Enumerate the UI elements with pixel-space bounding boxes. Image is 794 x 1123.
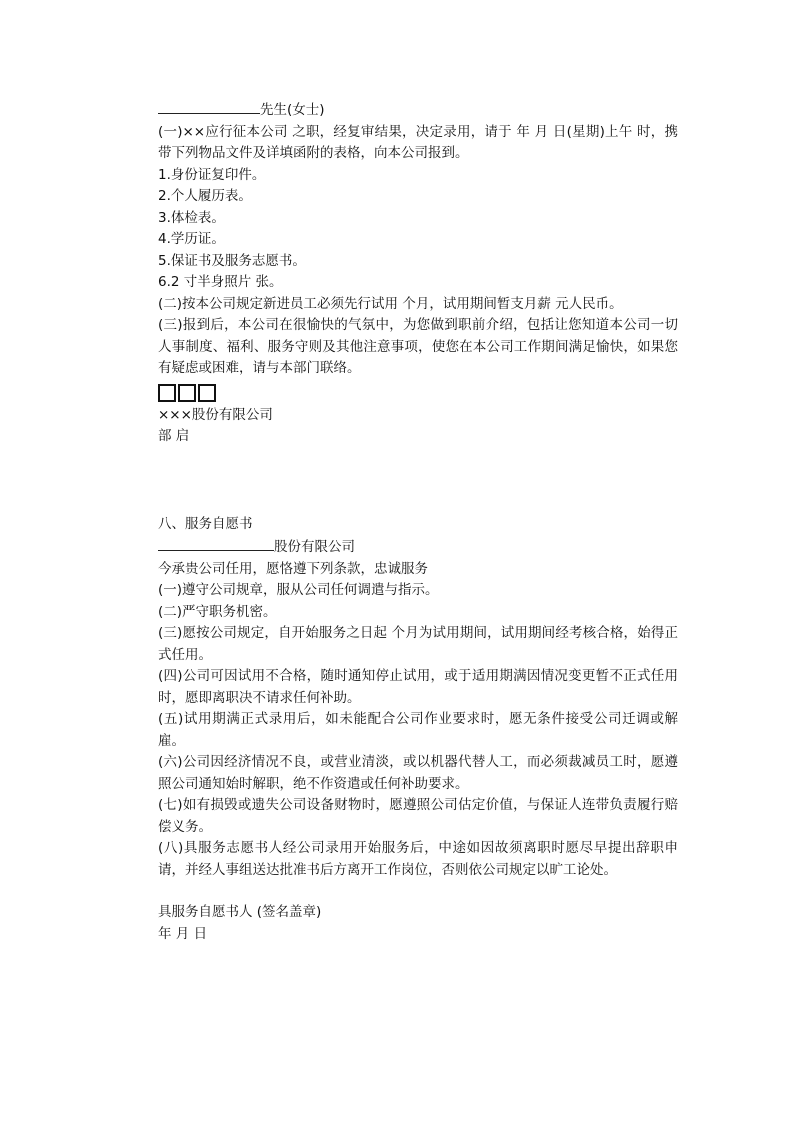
document-page	[158, 98, 678, 945]
company-name: ×××股份有限公司	[158, 406, 273, 423]
list-item: 4.学历证。	[158, 231, 225, 247]
name-blank	[158, 98, 260, 114]
empty-box-icon	[178, 384, 196, 402]
company-suffix: 股份有限公司	[274, 539, 355, 555]
salutation-line	[158, 98, 678, 122]
clause: (二)严守职务机密。	[158, 603, 277, 620]
intro-line: 今承贵公司任用，愿恪遵下列条款，忠诚服务	[158, 560, 428, 577]
date-line: 年 月 日	[158, 925, 208, 942]
list-item: 6.2 寸半身照片 张。	[158, 274, 283, 290]
department-sign: 部 启	[158, 428, 190, 444]
salutation-suffix: 先生(女士)	[260, 102, 325, 118]
letter-paragraph-2: (二)按本公司规定新进员工必须先行试用 个月，试用期间暂支月薪 元人民币。	[158, 295, 623, 312]
spacer	[158, 881, 678, 902]
section-heading: 八、服务自愿书	[158, 515, 253, 532]
clause: (三)愿按公司规定，自开始服务之日起 个月为试用期间，试用期间经考核合格，始得正式任用。	[158, 625, 678, 663]
clause: (一)遵守公司规章，服从公司任何调遣与指示。	[158, 582, 439, 598]
clause: (七)如有损毁或遗失公司设备财物时，愿遵照公司估定价值，与保证人连带负责履行赔偿义务。	[158, 797, 678, 835]
letter-paragraph-1: (一)××应行征本公司 之职，经复审结果，决定录用，请于 年 月 日(星期)上午 时，携带下列物品文件及详填函附的表格，向本公司报到。	[158, 123, 678, 161]
placeholder-boxes	[158, 381, 678, 405]
list-item: 2.个人履历表。	[158, 188, 252, 204]
clause: (五)试用期满正式录用后，如未能配合公司作业要求时，愿无条件接受公司迁调或解雇。	[158, 711, 678, 749]
signer-line: 具服务自愿书人 (签名盖章)	[158, 904, 322, 920]
company-line	[158, 535, 678, 559]
clause: (八)具服务志愿书人经公司录用开始服务后，中途如因故须离职时愿尽早提出辞职申请，并经人事组送达批准书后方离开工作岗位，否则依公司规定以旷工论处。	[158, 840, 678, 878]
list-item: 1.身份证复印件。	[158, 166, 266, 183]
clause: (六)公司因经济情况不良，或营业清淡，或以机器代替人工，而必须裁减员工时，愿遵照公司通知始时解职，绝不作资遣或任何补助要求。	[158, 754, 678, 792]
spacer	[158, 448, 678, 514]
empty-box-icon	[158, 384, 176, 402]
company-blank	[158, 535, 274, 551]
empty-box-icon	[198, 384, 216, 402]
list-item: 3.体检表。	[158, 209, 225, 226]
list-item: 5.保证书及服务志愿书。	[158, 252, 306, 269]
letter-paragraph-3: (三)报到后，本公司在很愉快的气氛中，为您做到职前介绍，包括让您知道本公司一切人事制度、福利、服务守则及其他注意事项，使您在本公司工作期间满足愉快，如果您有疑虑或困难，请与本部门联络。	[158, 317, 678, 376]
clause: (四)公司可因试用不合格，随时通知停止试用，或于适用期满因情况变更暂不正式任用时，愿即离职决不请求任何补助。	[158, 668, 678, 706]
